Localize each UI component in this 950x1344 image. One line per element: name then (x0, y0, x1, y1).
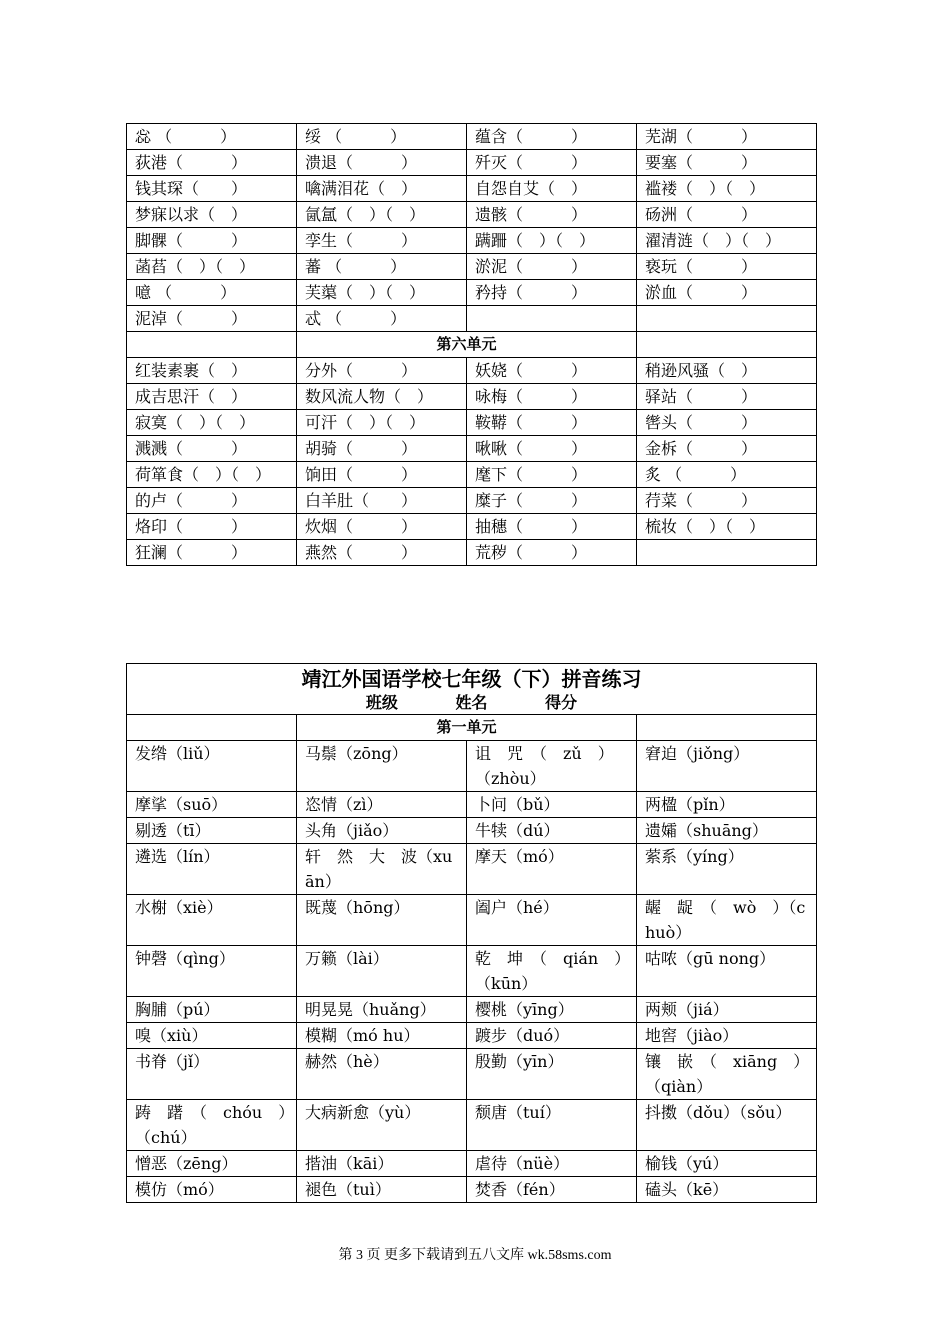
pinyin-cell: 明晃晃（huǎng） (297, 997, 467, 1023)
pinyin-cell: 焚香（fén） (467, 1177, 637, 1203)
pinyin-cell: 萦系（yíng） (637, 844, 817, 895)
pinyin-cell: 摩挲（suō） (127, 792, 297, 818)
table-row (127, 176, 817, 202)
worksheet-fields (127, 692, 816, 714)
pinyin-cell: 颓唐（tuí） (467, 1100, 637, 1151)
pinyin-cell: 褪色（tuì） (297, 1177, 467, 1203)
table-row (127, 1177, 817, 1203)
word-cell: 鞍鞯（ ） (467, 410, 637, 436)
word-cell: 钱其琛（ ） (127, 176, 297, 202)
word-cell: 辔头（ ） (637, 410, 817, 436)
table-row (127, 946, 817, 997)
word-cell (467, 306, 637, 332)
word-cell: 烙印（ ） (127, 514, 297, 540)
word-cell: 要塞（ ） (637, 150, 817, 176)
word-cell: 蕴含（ ） (467, 124, 637, 150)
pinyin-cell: 乾 坤 （ qián ）（kūn） (467, 946, 637, 997)
table-row (127, 1100, 817, 1151)
page-footer: 第 3 页 更多下载请到五八文库 wk.58sms.com (338, 1248, 612, 1263)
exercise-table-1 (126, 123, 817, 566)
pinyin-cell: 咕哝（gū nong） (637, 946, 817, 997)
word-cell: 溃退（ ） (297, 150, 467, 176)
table-row (127, 997, 817, 1023)
word-cell: 燕然（ ） (297, 540, 467, 566)
word-cell: 啾啾（ ） (467, 436, 637, 462)
word-cell: 溅溅（ ） (127, 436, 297, 462)
pinyin-cell: 恣情（zì） (297, 792, 467, 818)
pinyin-cell: 踌 躇 （ chóu ）（chú） (127, 1100, 297, 1151)
word-cell: 蕃 （ ） (297, 254, 467, 280)
word-cell: 忒 （ ） (297, 306, 467, 332)
pinyin-cell: 水榭（xiè） (127, 895, 297, 946)
word-cell: 歼灭（ ） (467, 150, 637, 176)
word-cell: 稍逊风骚（ ） (637, 358, 817, 384)
word-cell: 白羊肚（ ） (297, 488, 467, 514)
word-cell: 金柝（ ） (637, 436, 817, 462)
word-cell: 抽穗（ ） (467, 514, 637, 540)
pinyin-cell: 牛犊（dú） (467, 818, 637, 844)
table1-rows-a (127, 124, 817, 332)
table-row (127, 514, 817, 540)
pinyin-cell: 榆钱（yú） (637, 1151, 817, 1177)
table-row (127, 280, 817, 306)
word-cell: 狂澜（ ） (127, 540, 297, 566)
word-cell: 糜子（ ） (467, 488, 637, 514)
table-row (127, 124, 817, 150)
word-cell: 荒秽（ ） (467, 540, 637, 566)
table2-rows (127, 741, 817, 1203)
table-row (127, 1023, 817, 1049)
pinyin-cell: 嗅（xiù） (127, 1023, 297, 1049)
word-cell: 饷田（ ） (297, 462, 467, 488)
word-cell: 淤血（ ） (637, 280, 817, 306)
word-cell: 惢 （ ） (127, 124, 297, 150)
pinyin-cell: 书脊（jǐ） (127, 1049, 297, 1100)
pinyin-cell: 万籁（lài） (297, 946, 467, 997)
table-row (127, 792, 817, 818)
pinyin-cell: 樱桃（yīng） (467, 997, 637, 1023)
word-cell: 脚髁（ ） (127, 228, 297, 254)
word-cell: 咏梅（ ） (467, 384, 637, 410)
word-cell: 的卢（ ） (127, 488, 297, 514)
word-cell: 荇菜（ ） (637, 488, 817, 514)
pinyin-cell: 既蔑（hōng） (297, 895, 467, 946)
word-cell: 梳妆（ ）（ ） (637, 514, 817, 540)
pinyin-cell: 发绺（liǔ） (127, 741, 297, 792)
table-row (127, 384, 817, 410)
pinyin-cell: 阖户（hé） (467, 895, 637, 946)
word-cell: 蹒跚（ ）（ ） (467, 228, 637, 254)
pinyin-cell: 诅 咒 （ zǔ ）（zhòu） (467, 741, 637, 792)
table-row (127, 254, 817, 280)
table-row (127, 488, 817, 514)
word-cell: 芙蕖（ ）（ ） (297, 280, 467, 306)
pinyin-cell: 轩 然 大 波（xuān） (297, 844, 467, 895)
word-cell: 氤氲（ ）（ ） (297, 202, 467, 228)
pinyin-cell: 大病新愈（yù） (297, 1100, 467, 1151)
word-cell: 亵玩（ ） (637, 254, 817, 280)
word-cell: 淤泥（ ） (467, 254, 637, 280)
word-cell (637, 540, 817, 566)
word-cell: 胡骑（ ） (297, 436, 467, 462)
word-cell: 荷箪食（ ）（ ） (127, 462, 297, 488)
pinyin-cell: 憎恶（zēng） (127, 1151, 297, 1177)
table-row (127, 306, 817, 332)
pinyin-cell: 磕头（kē） (637, 1177, 817, 1203)
word-cell: 成吉思汗（ ） (127, 384, 297, 410)
word-cell: 寂寞（ ）（ ） (127, 410, 297, 436)
word-cell: 可汗（ ）（ ） (297, 410, 467, 436)
pinyin-cell: 两楹（pǐn） (637, 792, 817, 818)
table-row (127, 1151, 817, 1177)
word-cell: 分外（ ） (297, 358, 467, 384)
pinyin-cell: 殷勤（yīn） (467, 1049, 637, 1100)
word-cell: 驿站（ ） (637, 384, 817, 410)
pinyin-cell: 剔透（tī） (127, 818, 297, 844)
pinyin-cell: 踱步（duó） (467, 1023, 637, 1049)
worksheet-title: 靖江外国语学校七年级（下）拼音练习 (301, 667, 642, 691)
class-label: 班级 (365, 693, 398, 712)
word-cell: 绥 （ ） (297, 124, 467, 150)
table-row (127, 540, 817, 566)
word-cell: 妖娆（ ） (467, 358, 637, 384)
table-row (127, 358, 817, 384)
pinyin-cell: 头角（jiǎo） (297, 818, 467, 844)
pinyin-cell: 马鬃（zōng） (297, 741, 467, 792)
pinyin-cell: 镶 嵌 （ xiāng ）（qiàn） (637, 1049, 817, 1100)
pinyin-cell: 遴选（lín） (127, 844, 297, 895)
word-cell: 濯清涟（ ）（ ） (637, 228, 817, 254)
pinyin-cell: 窘迫（jiǒng） (637, 741, 817, 792)
table-row (127, 228, 817, 254)
word-cell: 梦寐以求（ ） (127, 202, 297, 228)
score-label: 得分 (545, 693, 578, 712)
pinyin-cell: 虐待（nüè） (467, 1151, 637, 1177)
table-row (127, 1049, 817, 1100)
pinyin-cell: 模糊（mó hu） (297, 1023, 467, 1049)
word-cell: 自怨自艾（ ） (467, 176, 637, 202)
word-cell: 褴褛（ ）（ ） (637, 176, 817, 202)
exercise-table-2 (126, 663, 817, 1203)
table-row (127, 818, 817, 844)
pinyin-cell: 赫然（hè） (297, 1049, 467, 1100)
word-cell: 菡萏（ ）（ ） (127, 254, 297, 280)
word-cell: 炊烟（ ） (297, 514, 467, 540)
word-cell: 孪生（ ） (297, 228, 467, 254)
table-row (127, 741, 817, 792)
word-cell: 芜湖（ ） (637, 124, 817, 150)
word-cell (637, 306, 817, 332)
table-row (127, 436, 817, 462)
pinyin-cell: 胸脯（pú） (127, 997, 297, 1023)
pinyin-cell: 模仿（mó） (127, 1177, 297, 1203)
pinyin-cell: 地窖（jiào） (637, 1023, 817, 1049)
table-row (127, 462, 817, 488)
section-heading-unit-1: 第一单元 (297, 715, 637, 741)
pinyin-cell: 卜问（bǔ） (467, 792, 637, 818)
word-cell: 砀洲（ ） (637, 202, 817, 228)
table-row (127, 895, 817, 946)
name-label: 姓名 (455, 693, 488, 712)
word-cell: 红装素裹（ ） (127, 358, 297, 384)
table-row (127, 410, 817, 436)
word-cell: 泥淖（ ） (127, 306, 297, 332)
word-cell: 麾下（ ） (467, 462, 637, 488)
word-cell: 遗骸（ ） (467, 202, 637, 228)
pinyin-cell: 钟磬（qìng） (127, 946, 297, 997)
pinyin-cell: 龌 龊 （ wò ）（chuò） (637, 895, 817, 946)
word-cell: 荻港（ ） (127, 150, 297, 176)
section-heading-unit-6: 第六单元 (297, 332, 637, 358)
word-cell: 噫 （ ） (127, 280, 297, 306)
table-row (127, 844, 817, 895)
word-cell: 炙 （ ） (637, 462, 817, 488)
worksheet-header (127, 664, 817, 715)
table-row (127, 202, 817, 228)
word-cell: 矜持（ ） (467, 280, 637, 306)
word-cell: 噙满泪花（ ） (297, 176, 467, 202)
table-row (127, 150, 817, 176)
table1-rows-b (127, 358, 817, 566)
pinyin-cell: 摩天（mó） (467, 844, 637, 895)
pinyin-cell: 两颊（jiá） (637, 997, 817, 1023)
pinyin-cell: 遗孀（shuāng） (637, 818, 817, 844)
word-cell: 数风流人物（ ） (297, 384, 467, 410)
pinyin-cell: 揩油（kāi） (297, 1151, 467, 1177)
pinyin-cell: 抖擞（dǒu）（sǒu） (637, 1100, 817, 1151)
